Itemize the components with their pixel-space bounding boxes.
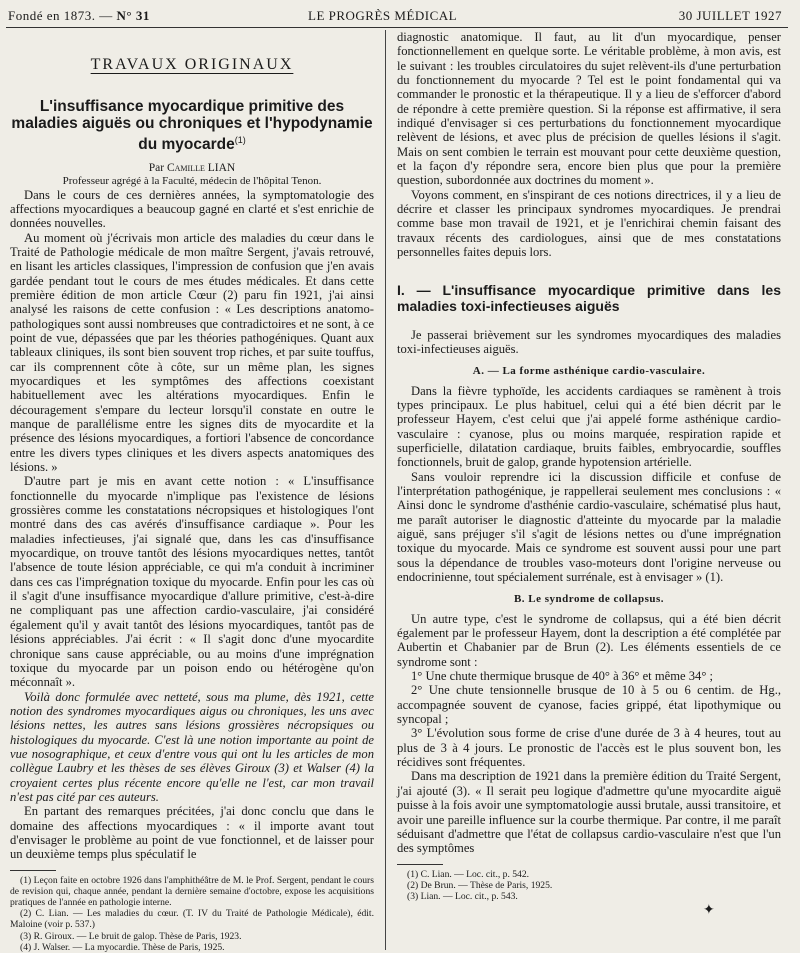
- paragraph: D'autre part je mis en avant cette notion : « L'insuffisance fonctionnelle du myocarde n'implique pas l'existence de lésions grossières comme les constatations nécropsiques et histologiques l'ont montré dans des cas avérés d'insuffisance cardiaque ». Pour les maladies infectieuses, j'ai signalé que, dans les cas d'insuffisance myocardique, on trouve tantôt des lésions myocardiques nettes, tantôt l'absence de toute lésion appréciable, ce qui m'a conduit à incriminer dans ces cas l'imprégnation toxique du myocarde. Enfin pour les cas où il s'agit d'une insuffisance myocardique d'allure primitive, c'est-à-dire ne compliquant pas une affection cardio-vasculaire, j'ai considéré également qu'il y avait tantôt des lésions myocardiques, tantôt pas de lésions appréciables. J'ai écrit : « Il s'agit donc d'une myocardite chronique sans cause appréciable, ou au moins d'une imprégnation toxique du myocarde par un poison endo ou hétérogène qu'on méconnaît ».: [10, 474, 374, 690]
- paragraph: Dans ma description de 1921 dans la première édition du Traité Sergent, j'ai ajouté (3). « Il serait peu logique d'admettre qu'une myocardite aiguë puisse à la fois avoir une symptomatologie aussi brutale, aussi transitoire, et avoir une pareille influence sur la courbe thermique. Par contre, il me paraît séduisant d'admettre que l'état de collapsus cardio-vasculaire n'est que l'un des symptômes: [397, 769, 781, 856]
- paragraph: Voyons comment, en s'inspirant de ces notions directrices, il y a lieu de décrire et classer les principaux syndromes myocardiques. Je prendrai comme base mon travail de 1921, et je l'enrichirai chemin faisant des travaux récents des cardiologues, ainsi que de mes constatations personnelles faites depuis lors.: [397, 187, 781, 260]
- paragraph: Au moment où j'écrivais mon article des maladies du cœur dans le Traité de Pathologie médicale de mon maître Sergent, j'avais retrouvé, en lisant les articles classiques, l'impression de confusion que j'en avais gardée pendant tout le cours de mes études médicales. Et dans cette première édition de mon article Cœur (2) paru fin 1921, j'ai ainsi analysé les raisons de cette confusion : « Les descriptions anatomo-pathologiques sont aussi nombreuses que contradictoires et ne sont, à ce point de vue, dépassées que par les théories pathogéniques. Quant aux tableaux cliniques, ils sont bien souvent trop riches, et par suite touffus, car ils comprennent côte à côte, sur un même plan, les signes myocardiques et les symptômes des affections coexistant habituellement avec les altérations myocardiques. Enfin le découragement s'empare du lecteur lorsqu'il constate en outre le manque de parallélisme entre les signes dits de myocardite et la présence des lésions myocardiques, a fortiori l'absence de concordance entre les divers types cliniques et les divers aspects anatomiques des lésions. »: [10, 230, 374, 475]
- footnotes: [10, 875, 374, 953]
- header-page-number: N° 31: [116, 8, 150, 23]
- right-column: [397, 30, 781, 902]
- author-name: Camille LIAN: [166, 161, 236, 174]
- paragraph: Dans le cours de ces dernières années, la symptomatologie des affections myocardiques a beaucoup gagné en clarté et s'est enrichie de données nouvelles.: [10, 187, 374, 231]
- footnote: (4) J. Walser. — La myocardie. Thèse de Paris, 1925.: [20, 941, 225, 953]
- left-column: [10, 30, 374, 953]
- paragraph: Sans vouloir reprendre ici la discussion difficile et confuse de l'interprétation pathogénique, je rappellerai seulement mes conclusions : « Ainsi donc le syndrome d'asthénie cardio-vasculaire, schématisé plus haut, me paraît autoriser le diagnostic d'atteinte du myocarde par la maladie aiguë, sans préjuger s'il s'agit de lésions nettes ou d'une imprégnation toxique du myocarde. Mais ce syndrome est souvent aussi pour une part sous la dépendance de troubles vaso-moteurs dont l'origine nerveuse ou endocrinienne, tout spécialement surrénale, est à envisager » (1).: [397, 469, 781, 584]
- paragraph: Je passerai brièvement sur les syndromes myocardiques des maladies toxi-infectieuses aiguës.: [397, 327, 781, 356]
- paragraph: 2° Une chute tensionnelle brusque de 10 à 5 ou 6 centim. de Hg., accompagnée souvent de cyanose, facies grippé, état lipothymique ou syncopal ;: [397, 683, 781, 727]
- footnote-rule: [397, 864, 443, 865]
- paragraph: Voilà donc formulée avec netteté, sous ma plume, dès 1921, cette notion des syndromes myocardiques aigus ou chroniques, les uns avec lésions nettes, les autres sans lésions grossières nécropsiques ou histologiques du myocarde. C'est là une notion importante au point de vue nosographique, et ceux d'entre vous qui ont lu les articles de mon collègue Laubry et les thèses de ses élèves Giroux (3) et Walser (4) la croyaient certes plus récente encore qu'elle ne l'est, car mon travail n'est pas cité par ces auteurs.: [10, 689, 374, 804]
- footnote: (1) C. Lian. — Loc. cit., p. 542.: [407, 868, 530, 880]
- title-footnote-ref: (1): [234, 135, 246, 146]
- header-rule: [6, 27, 788, 28]
- footnote: (3) R. Giroux. — Le bruit de galop. Thèse de Paris, 1923.: [20, 930, 242, 942]
- paragraph: 3° L'évolution sous forme de crise d'une durée de 3 à 4 heures, tout au plus de 3 à 4 jours. Le pronostic de l'accès est le plus souvent bon, les récidives sont fréquentes.: [397, 726, 781, 770]
- paragraph: Un autre type, c'est le syndrome de collapsus, qui a été bien décrit également par le professeur Hayem, dont la description a été complétée par Aubertin et Chabanier par de Brun (2). Les éléments essentiels de ce syndrome sont :: [397, 611, 781, 669]
- journal-title: LE PROGRÈS MÉDICAL: [308, 8, 458, 23]
- footnote: (2) De Brun. — Thèse de Paris, 1925.: [407, 879, 553, 891]
- article-title: L'insuffisance myocardique primitive des maladies aiguës ou chroniques et l'hypodynamie du myocarde$^{(1)}$: [11, 98, 373, 154]
- subheading-b: B. Le syndrome de collapsus.: [513, 593, 665, 606]
- header-date: 30 JUILLET 1927: [678, 8, 782, 23]
- paragraph: 1° Une chute thermique brusque de 40° à 36° et même 34° ;: [411, 669, 714, 684]
- column-divider: [385, 30, 386, 950]
- author-affiliation: Professeur agrégé à la Faculté, médecin de l'hôpital Tenon.: [62, 174, 322, 187]
- paragraph: En partant des remarques précitées, j'ai donc conclu que dans le domaine des affections myocardiques : « il importe avant tout d'envisager le problème au point de vue fonctionnel, et de laisser pour un deuxième temps plus spéculatif le: [10, 804, 374, 862]
- paragraph: diagnostic anatomique. Il faut, au lit d'un myocardique, penser fonctionnellement en quelque sorte. Le véritable problème, à mon avis, est le suivant : les troubles circulatoires du sujet relèvent-ils d'une perturbation du fonctionnement du myocarde ? Tel est le point fondamental qui va commander le pronostic et la thérapeutique. Il y a lieu de s'efforcer d'abord de répondre à cette première question. Si la réponse est affirmative, il sera indiqué d'envisager si ces perturbations du fonctionnement myocardique relèvent de lésions, et avec plus de précision de quelles lésions il s'agit. Mais on sent combien le terrain est mouvant pour cette deuxième question, et la façon d'y répondre sera, encore bien plus que pour la première question, subordonnée aux doctrines du moment ».: [397, 30, 781, 188]
- footnote: (3) Lian. — Loc. cit., p. 543.: [407, 890, 518, 902]
- running-header: [0, 6, 800, 26]
- footnotes: [397, 869, 781, 903]
- section-label: TRAVAUX ORIGINAUX: [90, 56, 294, 73]
- header-founded: Fondé en 1873. — N° 31: [8, 8, 150, 23]
- paragraph: Dans la fièvre typhoïde, les accidents cardiaques se ramènent à trois types principaux. Le plus habituel, celui qui a été bien décrit par le professeur Hayem, c'est celui que j'ai appelé forme asthénique cardio-vasculaire : cyanose, plus ou moins marquée, respiration rapide et superficielle, dilatation cardiaque, bruits faibles, embryocardie, souffles fonctionnels, bruit de galop, grande hypotension artérielle.: [397, 383, 781, 470]
- footnote: (2) C. Lian. — Les maladies du cœur. (T. IV du Traité de Pathologie Médicale), édit. Maloine (voir p. 537.): [10, 908, 374, 931]
- footnote-rule: [10, 870, 56, 871]
- byline: Par Camille LIAN: [148, 161, 236, 174]
- ornament-icon: ✦: [703, 903, 715, 918]
- subheading-a: A. — La forme asthénique cardio-vasculaire.: [472, 365, 706, 378]
- section-heading: I. — L'insuffisance myocardique primitive dans les maladies toxi-infectieuses aiguës: [397, 281, 781, 314]
- footnote: (1) Leçon faite en octobre 1926 dans l'amphithéâtre de M. le Prof. Sergent, pendant le cours de revision qui, chaque année, pendant la dernière semaine d'octobre, expose les acquisitions pratiques de l'année en pathologie interne.: [10, 874, 374, 909]
